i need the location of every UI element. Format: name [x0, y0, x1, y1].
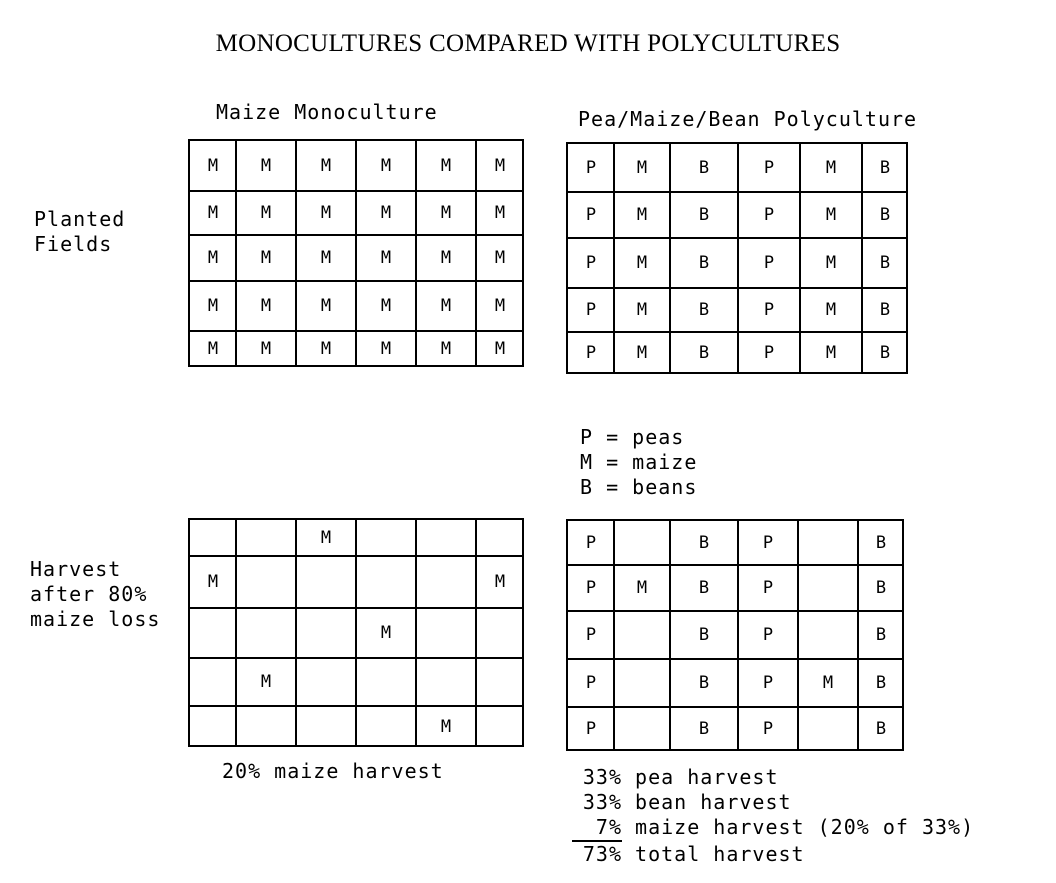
grid-cell: M [207, 339, 219, 359]
bean-harvest-line [572, 790, 974, 815]
grid-cell: M [207, 248, 219, 268]
grid-cell [476, 658, 524, 706]
grid-cell: M [380, 156, 392, 176]
grid-cell: M [494, 248, 506, 268]
grid-cell: M [380, 203, 392, 223]
maize-harvest-pct: 7% [572, 815, 622, 842]
total-harvest-text: total harvest [635, 842, 805, 866]
grid-cell: M [207, 203, 219, 223]
grid-cell: M [636, 343, 648, 363]
grid-cell [236, 706, 296, 747]
legend-maize: M = maize [580, 450, 698, 474]
grid-cell [416, 608, 476, 658]
grid-cell [236, 556, 296, 608]
grid-cell [476, 706, 524, 747]
grid-cell: M [207, 156, 219, 176]
grid-cell: M [320, 156, 332, 176]
grid-cell: M [260, 156, 272, 176]
grid-cell: M [494, 203, 506, 223]
grid-cell [296, 706, 356, 747]
grid-cell: P [762, 719, 774, 739]
poly-harvest-grid [566, 519, 904, 751]
grid-cell: P [585, 533, 597, 553]
grid-cell: P [762, 673, 774, 693]
total-harvest-line [572, 842, 974, 867]
grid-cell: P [763, 300, 775, 320]
grid-cell [190, 608, 236, 658]
mono-header: Maize Monoculture [216, 100, 438, 124]
grid-cell [798, 707, 858, 751]
grid-cell: M [636, 578, 648, 598]
grid-cell [614, 659, 670, 707]
grid-cell: P [763, 253, 775, 273]
grid-cell: B [698, 533, 710, 553]
grid-cell: B [698, 158, 710, 178]
grid-cell: P [763, 343, 775, 363]
pea-harvest-pct: 33% [582, 765, 622, 789]
grid-cell [190, 658, 236, 706]
grid-cell: P [762, 625, 774, 645]
grid-cell: B [879, 253, 891, 273]
total-harvest-pct: 73% [582, 842, 622, 866]
grid-cell: M [380, 248, 392, 268]
grid-cell: M [825, 205, 837, 225]
grid-cell [356, 658, 416, 706]
grid-cell: P [585, 673, 597, 693]
grid-cell: B [698, 719, 710, 739]
grid-cell: B [875, 673, 887, 693]
bean-harvest-pct: 33% [582, 790, 622, 814]
planted-fields-label: Planted Fields [34, 207, 126, 256]
grid-cell: P [762, 533, 774, 553]
grid-cell [416, 520, 476, 556]
grid-cell: B [879, 158, 891, 178]
grid-cell [190, 706, 236, 747]
grid-cell [614, 611, 670, 659]
grid-cell: B [875, 578, 887, 598]
grid-cell: M [636, 300, 648, 320]
grid-cell: B [698, 673, 710, 693]
grid-cell: B [698, 625, 710, 645]
grid-cell: M [320, 248, 332, 268]
grid-cell: M [260, 203, 272, 223]
grid-cell [356, 706, 416, 747]
grid-cell: M [440, 339, 452, 359]
grid-cell: M [440, 296, 452, 316]
grid-cell: M [494, 296, 506, 316]
grid-cell: M [207, 296, 219, 316]
grid-cell: M [320, 528, 332, 548]
grid-cell: M [440, 156, 452, 176]
grid-cell: M [825, 158, 837, 178]
grid-cell [236, 520, 296, 556]
grid-cell: M [825, 343, 837, 363]
grid-cell: P [585, 578, 597, 598]
grid-cell [614, 521, 670, 565]
grid-cell: M [440, 716, 452, 737]
mono-harvest-grid [188, 518, 524, 747]
grid-cell: M [260, 672, 272, 692]
grid-cell: M [320, 339, 332, 359]
harvest-label: Harvest after 80% maize loss [30, 557, 161, 631]
grid-cell: M [380, 296, 392, 316]
grid-cell [614, 707, 670, 751]
grid-cell: M [825, 300, 837, 320]
grid-cell [416, 556, 476, 608]
legend-beans: B = beans [580, 475, 698, 499]
grid-cell: B [698, 300, 710, 320]
legend [580, 425, 697, 500]
poly-results [572, 765, 974, 867]
grid-cell: P [585, 205, 597, 225]
grid-cell: P [585, 253, 597, 273]
grid-cell: B [698, 343, 710, 363]
grid-cell: P [585, 300, 597, 320]
grid-cell: B [879, 343, 891, 363]
grid-cell: M [320, 203, 332, 223]
legend-peas: P = peas [580, 425, 685, 449]
pea-harvest-line [572, 765, 974, 790]
grid-cell: M [636, 253, 648, 273]
grid-cell: M [440, 248, 452, 268]
grid-cell: M [260, 248, 272, 268]
grid-cell: B [879, 205, 891, 225]
grid-cell: M [440, 203, 452, 223]
grid-cell: B [698, 578, 710, 598]
grid-cell: P [585, 625, 597, 645]
maize-harvest-line [572, 815, 974, 842]
grid-cell: M [380, 339, 392, 359]
grid-cell: P [762, 578, 774, 598]
grid-cell [356, 520, 416, 556]
grid-cell [236, 608, 296, 658]
grid-cell: P [585, 719, 597, 739]
grid-cell: M [207, 572, 219, 592]
grid-cell: M [494, 156, 506, 176]
grid-cell [416, 658, 476, 706]
grid-cell [476, 608, 524, 658]
grid-cell: M [320, 296, 332, 316]
grid-cell: P [585, 158, 597, 178]
grid-cell: B [879, 300, 891, 320]
poly-planted-grid [566, 142, 908, 374]
grid-cell: M [822, 673, 834, 693]
grid-cell: M [380, 623, 392, 643]
grid-cell: M [260, 296, 272, 316]
grid-cell: P [763, 158, 775, 178]
grid-cell: M [494, 572, 506, 592]
mono-result: 20% maize harvest [222, 759, 444, 783]
grid-cell: M [260, 339, 272, 359]
grid-cell [798, 611, 858, 659]
grid-cell: P [585, 343, 597, 363]
grid-cell: M [494, 339, 506, 359]
maize-harvest-text: maize harvest (20% of 33%) [635, 815, 975, 839]
grid-cell [356, 556, 416, 608]
grid-cell: B [875, 625, 887, 645]
grid-cell: M [636, 205, 648, 225]
pea-harvest-text: pea harvest [635, 765, 779, 789]
poly-header: Pea/Maize/Bean Polyculture [578, 107, 918, 131]
grid-cell: M [636, 158, 648, 178]
grid-cell: B [698, 205, 710, 225]
grid-cell [798, 565, 858, 611]
grid-cell [190, 520, 236, 556]
mono-planted-grid [188, 139, 524, 367]
diagram-title: MONOCULTURES COMPARED WITH POLYCULTURES [215, 30, 841, 57]
grid-cell [296, 658, 356, 706]
grid-cell: P [763, 205, 775, 225]
grid-cell: M [825, 253, 837, 273]
grid-cell: B [875, 719, 887, 739]
grid-cell [296, 608, 356, 658]
bean-harvest-text: bean harvest [635, 790, 792, 814]
grid-cell [296, 556, 356, 608]
grid-cell [798, 521, 858, 565]
grid-cell [476, 520, 524, 556]
grid-cell: B [875, 533, 887, 553]
grid-cell: B [698, 253, 710, 273]
